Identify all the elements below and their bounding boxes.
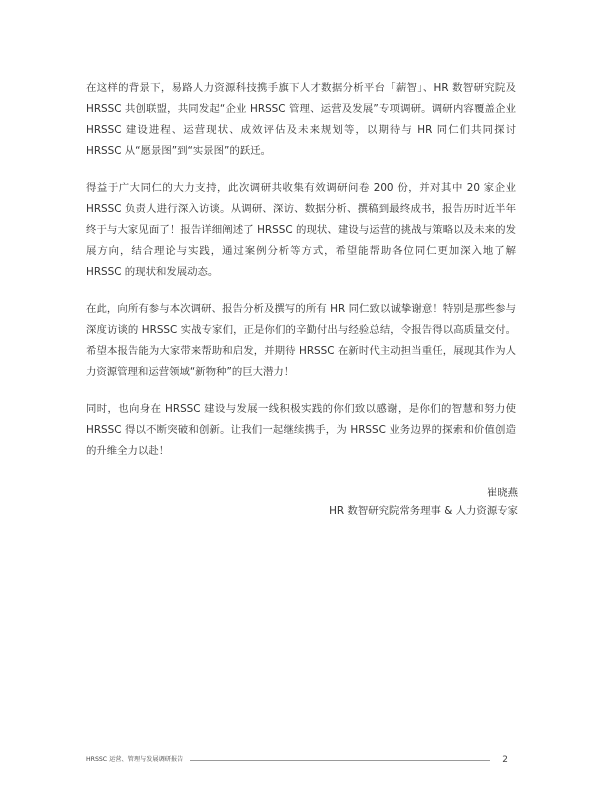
paragraph-closing: 同时，也向身在 HRSSC 建设与发展一线积极实践的你们致以感谢，是你们的智慧和努力使 HRSSC 得以不断突破和创新。让我们一起继续携手，为 HRSSC 业务边界的探索和价值创造的升维全力以赴！ [86,403,516,457]
footer-divider [190,760,490,761]
page-footer [86,754,508,766]
signature-name: 崔晓燕 [486,487,518,499]
paragraph-background: 在这样的背景下，易路人力资源科技携手旗下人才数据分析平台「薪智」、HR 数智研究院及 HRSSC 共创联盟，共同发起“企业 HRSSC 管理、运营及发展”专项调研。调研内容覆盖企业 HRSSC 建设进程、运营现状、成效评估及未来规划等，以期待与 HR 同仁们共同探讨 HRSSC 从“愿景图”到“实景图”的跃迁。 [86,82,516,157]
page-number: 2 [502,755,508,765]
signature-title: HR 数智研究院常务理事 & 人力资源专家 [329,505,518,517]
paragraph-survey-summary: 得益于广大同仁的大力支持，此次调研共收集有效调研问卷 200 份，并对其中 20 家企业 HRSSC 负责人进行深入访谈。从调研、深访、数据分析、撰稿到最终成书，报告历时近半年终于与大家见面了！报告详细阐述了 HRSSC 的现状、建设与运营的挑战与策略以及未来的发展方向，结合理论与实践，通过案例分析等方式，希望能帮助各位同仁更加深入地了解 HRSSC 的现状和发展动态。 [86,182,516,278]
footer-report-title: HRSSC 运营、管理与发展调研报告 [86,756,184,763]
body-content [86,78,516,478]
paragraph-acknowledgement: 在此，向所有参与本次调研、报告分析及撰写的所有 HR 同仁致以诚挚谢意！特别是那些参与深度访谈的 HRSSC 实战专家们，正是你们的辛勤付出与经验总结，令报告得以高质量交付。希望本报告能为大家带来帮助和启发，并期待 HRSSC 在新时代主动担当重任，展现其作为人力资源管理和运营领域“新物种”的巨大潜力！ [86,303,516,378]
